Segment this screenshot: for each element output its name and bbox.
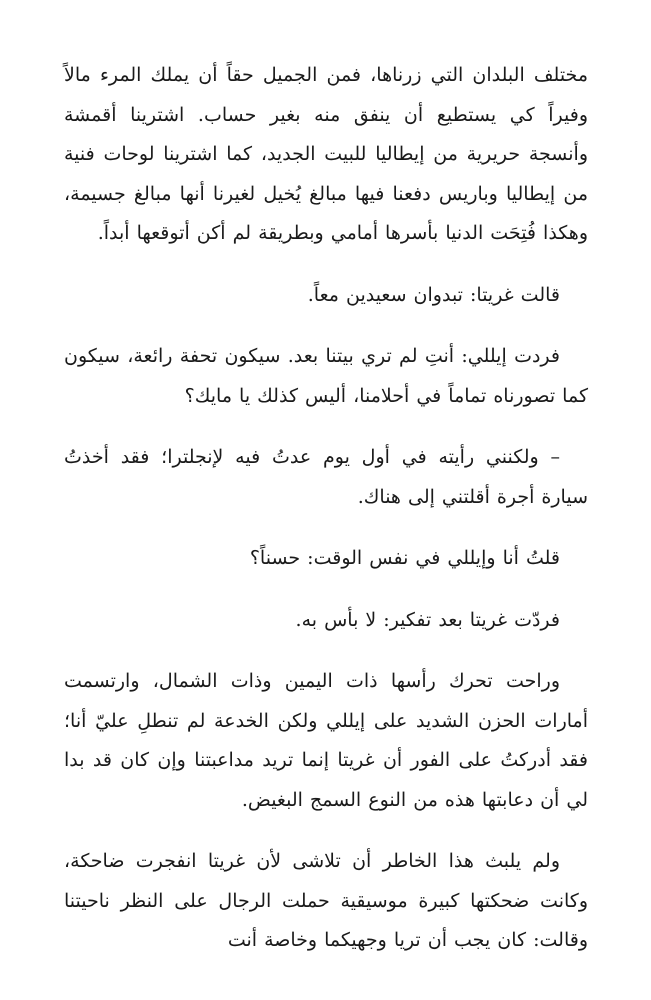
paragraph-1: مختلف البلدان التي زرناها، فمن الجميل حقاً أن يملك المرء مالاً وفيراً كي يستطيع أن ينفق منه بغير حساب. اشترينا أقمشة وأنسجة حريرية من إيطاليا للبيت الجديد، كما اشترينا لوحات فنية من إيطاليا وباريس دفعنا فيها مبالغ يُخيل لغيرنا أنها مبالغ جسيمة، وهكذا فُتِحَت الدنيا بأسرها أمامي وبطريقة لم أكن أتوقعها أبداً. [64,64,588,244]
paragraph-4: – ولكنني رأيته في أول يوم عدتُ فيه لإنجلترا؛ فقد أخذتُ سيارة أجرة أقلتني إلى هناك. [64,446,588,508]
paragraph-3: فردت إيللي: أنتِ لم تري بيتنا بعد. سيكون تحفة رائعة، سيكون كما تصورناه تماماً في أحلامنا، أليس كذلك يا مايك؟ [64,345,588,407]
paragraph-6: فردّت غريتا بعد تفكير: لا بأس به. [295,608,560,631]
paragraph-2: قالت غريتا: تبدوان سعيدين معاً. [307,283,560,306]
paragraph-8: ولم يلبث هذا الخاطر أن تلاشى لأن غريتا انفجرت ضاحكة، وكانت ضحكتها كبيرة موسيقية حملت الرجال على النظر ناحيتنا وقالت: كان يجب أن تريا وجهيكما وخاصة أنت [64,850,588,951]
paragraph-5: قلتُ أنا وإيللي في نفس الوقت: حسناً؟ [249,547,560,569]
paragraph-7: وراحت تحرك رأسها ذات اليمين وذات الشمال، وارتسمت أمارات الحزن الشديد على إيللي ولكن الخدعة لم تنطلِ عليّ أنا؛ فقد أدركتُ على الفور أن غريتا إنما تريد مداعبتنا وإن كان قد بدا لي أن دعابتها هذه من النوع السمج البغيض. [64,670,588,811]
book-page [64,56,588,983]
